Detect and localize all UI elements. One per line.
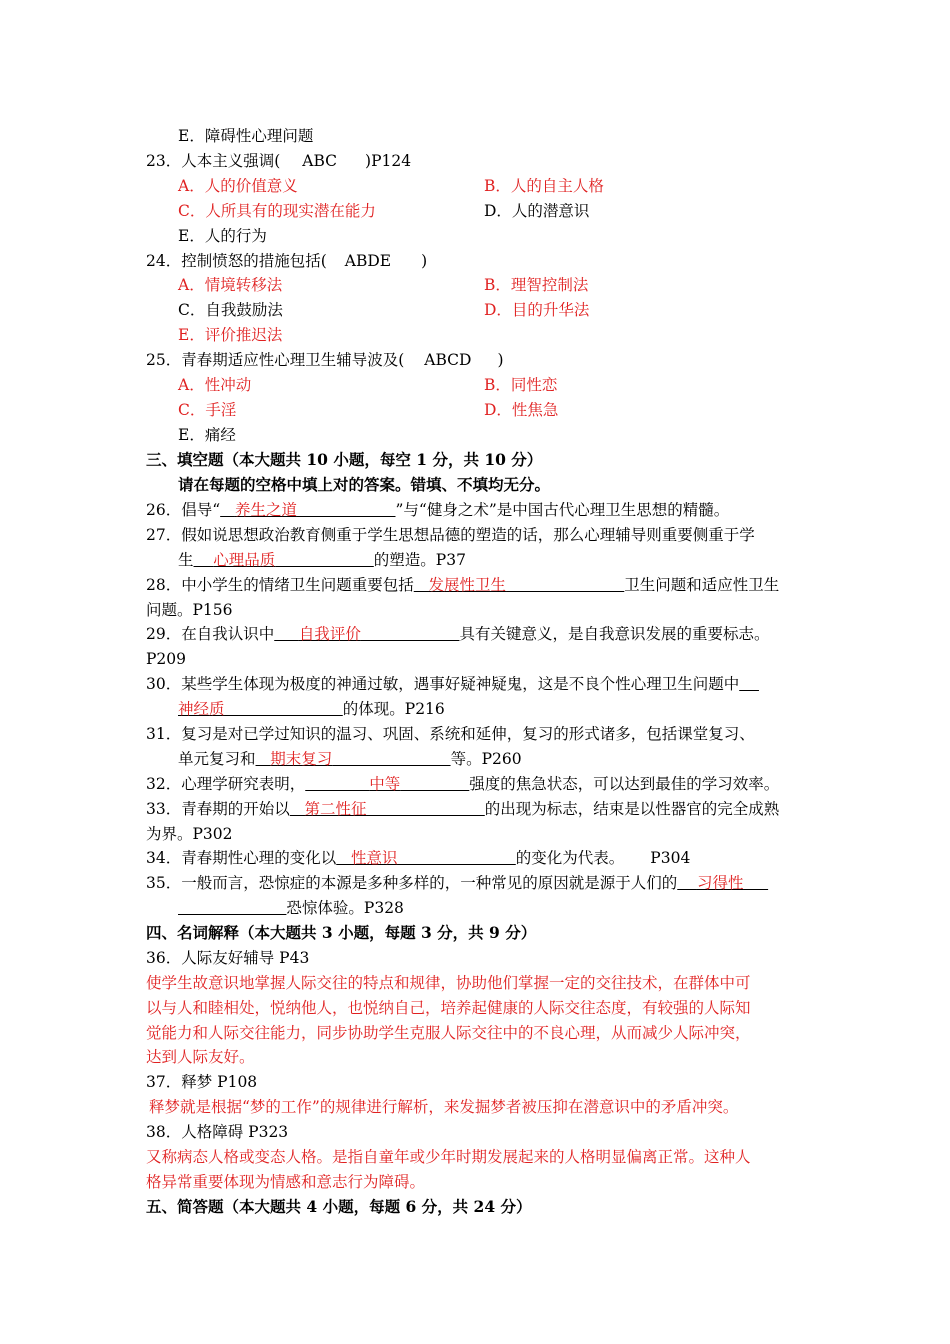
q25-option-c: C．手淫 [178, 401, 237, 419]
q25-option-d: D．性焦急 [484, 401, 559, 419]
q34-answer: 性意识 [351, 849, 398, 867]
section3-title: 三、填空题（本大题共 10 小题，每空 1 分，共 10 分） [146, 450, 543, 469]
q27-line1: 27．假如说思想政治教育侧重于学生思想品德的塑造的话，那么心理辅导则重要侧重于学 [146, 526, 755, 544]
q27-blank [194, 551, 374, 569]
q23-stem [146, 151, 411, 171]
q32-answer: 中等 [369, 775, 401, 793]
q37-definition: 释梦就是根据“梦的工作”的规律进行解析，来发掘梦者被压抑在潜意识中的矛盾冲突。 [149, 1098, 739, 1116]
q28-answer: 发展性卫生 [428, 576, 507, 594]
q24-stem-pre: 24．控制愤怒的措施包括( [146, 252, 327, 270]
q23-stem-post: )P124 [365, 152, 412, 170]
q24-answer: ABDE [344, 252, 392, 270]
q35-answer: 习得性 [696, 874, 744, 892]
q36-term: 36．人际友好辅导 P43 [146, 949, 310, 967]
q25-stem-post: ) [497, 351, 504, 369]
q25-stem [146, 350, 504, 370]
q36-definition-line: 觉能力和人际交往能力，同步协助学生克服人际交往中的不良心理，从而减少人际冲突， [146, 1024, 751, 1042]
q31-line1: 31．复习是对已学过知识的温习、巩固、系统和延伸，复习的形式诸多，包括课堂复习、 [146, 725, 755, 743]
q36-definition-line: 以与人和睦相处，悦纳他人，也悦纳自己，培养起健康的人际交往态度，有较强的人际知 [146, 999, 751, 1017]
q25-option-e: E．痛经 [178, 426, 236, 444]
q23-option-c: C．人所具有的现实潜在能力 [178, 202, 376, 220]
q32-pre: 32．心理学研究表明， [146, 775, 306, 793]
q28-post: 卫生问题和适应性卫生 [624, 576, 780, 594]
q34-blank [336, 849, 516, 867]
q26-line [146, 500, 729, 520]
q33-blank [290, 800, 485, 818]
q30-blank [178, 700, 343, 718]
q36-definition-line: 使学生故意识地掌握人际交往的特点和规律，协助他们掌握一定的交往技术，在群体中可 [146, 974, 751, 992]
q27-answer: 心理品质 [213, 551, 276, 569]
q34-page: P304 [650, 849, 691, 867]
q35-post: 恐惊体验。P328 [286, 899, 404, 917]
q26-pre: 26．倡导“ [146, 501, 221, 519]
q35-line1 [146, 873, 768, 893]
q38-definition-line: 格异常重要体现为情感和意志行为障碍。 [146, 1173, 426, 1191]
q24-option-c: C．自我鼓励法 [178, 301, 283, 319]
q22-option-e: E．障碍性心理问题 [178, 127, 314, 145]
q23-option-e: E．人的行为 [178, 227, 267, 245]
q27-pre: 生 [178, 551, 194, 569]
q35-blank-start [677, 874, 768, 892]
q26-blank [220, 501, 395, 519]
q24-option-a: A．情境转移法 [178, 276, 283, 294]
q32-blank [305, 775, 469, 793]
q29-answer: 自我评价 [298, 625, 361, 643]
q30-line2 [178, 699, 445, 719]
q29-line2: P209 [146, 650, 187, 668]
q38-term: 38．人格障碍 P323 [146, 1123, 289, 1141]
q34-pre: 34．青春期性心理的变化以 [146, 849, 337, 867]
q30-line1 [146, 674, 759, 694]
q31-blank [256, 750, 451, 768]
q29-pre: 29．在自我认识中 [146, 625, 275, 643]
q29-post: 具有关键意义，是自我意识发展的重要标志。 [459, 625, 770, 643]
q23-option-a: A．人的价值意义 [178, 177, 298, 195]
q30-blank-start [739, 675, 759, 693]
q35-pre: 35．一般而言，恐惊症的本源是多种多样的，一种常见的原因就是源于人们的 [146, 874, 678, 892]
q28-line2: 问题。P156 [146, 601, 233, 619]
q35-blank-end [178, 899, 286, 917]
q24-stem [146, 251, 427, 271]
q33-line2: 为界。P302 [146, 825, 233, 843]
q37-term: 37．释梦 P108 [146, 1073, 258, 1091]
q24-option-d: D．目的升华法 [484, 301, 590, 319]
q28-line1 [146, 575, 779, 595]
q33-line1 [146, 799, 779, 819]
q24-stem-post: ) [421, 252, 428, 270]
q31-pre: 单元复习和 [178, 750, 256, 768]
q31-post: 等。P260 [450, 750, 522, 768]
q23-stem-pre: 23．人本主义强调( [146, 152, 281, 170]
q24-option-b: B．理智控制法 [484, 276, 589, 294]
q23-answer: ABC [302, 152, 338, 170]
q33-answer: 第二性征 [304, 800, 367, 818]
q31-line2 [178, 749, 522, 769]
q25-stem-pre: 25．青春期适应性心理卫生辅导波及( [146, 351, 405, 369]
q34-post: 的变化为代表。 [515, 849, 625, 867]
section5-title: 五、简答题（本大题共 4 小题，每题 6 分，共 24 分） [146, 1197, 532, 1216]
q28-pre: 28．中小学生的情绪卫生问题重要包括 [146, 576, 414, 594]
q35-line2 [178, 898, 404, 918]
q33-post: 的出现为标志，结束是以性器官的完全成熟 [484, 800, 780, 818]
q32-post: 强度的焦急状态，可以达到最佳的学习效率。 [469, 775, 780, 793]
q32-line [146, 774, 779, 794]
q36-definition-line: 达到人际友好。 [146, 1048, 255, 1066]
q23-option-b: B．人的自主人格 [484, 177, 604, 195]
q26-post: ”与“健身之术”是中国古代心理卫生思想的精髓。 [395, 501, 730, 519]
q29-blank [274, 625, 459, 643]
q26-answer: 养生之道 [234, 501, 297, 519]
q31-answer: 期末复习 [270, 750, 333, 768]
q27-post: 的塑造。P37 [373, 551, 466, 569]
section3-instruction: 请在每题的空格中填上对的答案。错填、不填均无分。 [178, 475, 551, 494]
section4-title: 四、名词解释（本大题共 3 小题，每题 3 分，共 9 分） [146, 923, 537, 942]
q30-answer: 神经质 [178, 700, 225, 718]
q23-option-d: D．人的潜意识 [484, 202, 590, 220]
q24-option-e: E．评价推迟法 [178, 326, 283, 344]
q30-post: 的体现。P216 [342, 700, 445, 718]
q30-line1-text: 30．某些学生体现为极度的神通过敏，遇事好疑神疑鬼，这是不良个性心理卫生问题中 [146, 675, 740, 693]
q25-option-a: A．性冲动 [178, 376, 252, 394]
q27-line2 [178, 550, 466, 570]
q33-pre: 33．青春期的开始以 [146, 800, 290, 818]
q25-answer: ABCD [424, 351, 472, 369]
q34-line [146, 848, 690, 868]
q25-option-b: B．同性恋 [484, 376, 558, 394]
q29-line1 [146, 624, 769, 644]
q28-blank [414, 576, 625, 594]
q38-definition-line: 又称病态人格或变态人格。是指自童年或少年时期发展起来的人格明显偏离正常。这种人 [146, 1148, 751, 1166]
